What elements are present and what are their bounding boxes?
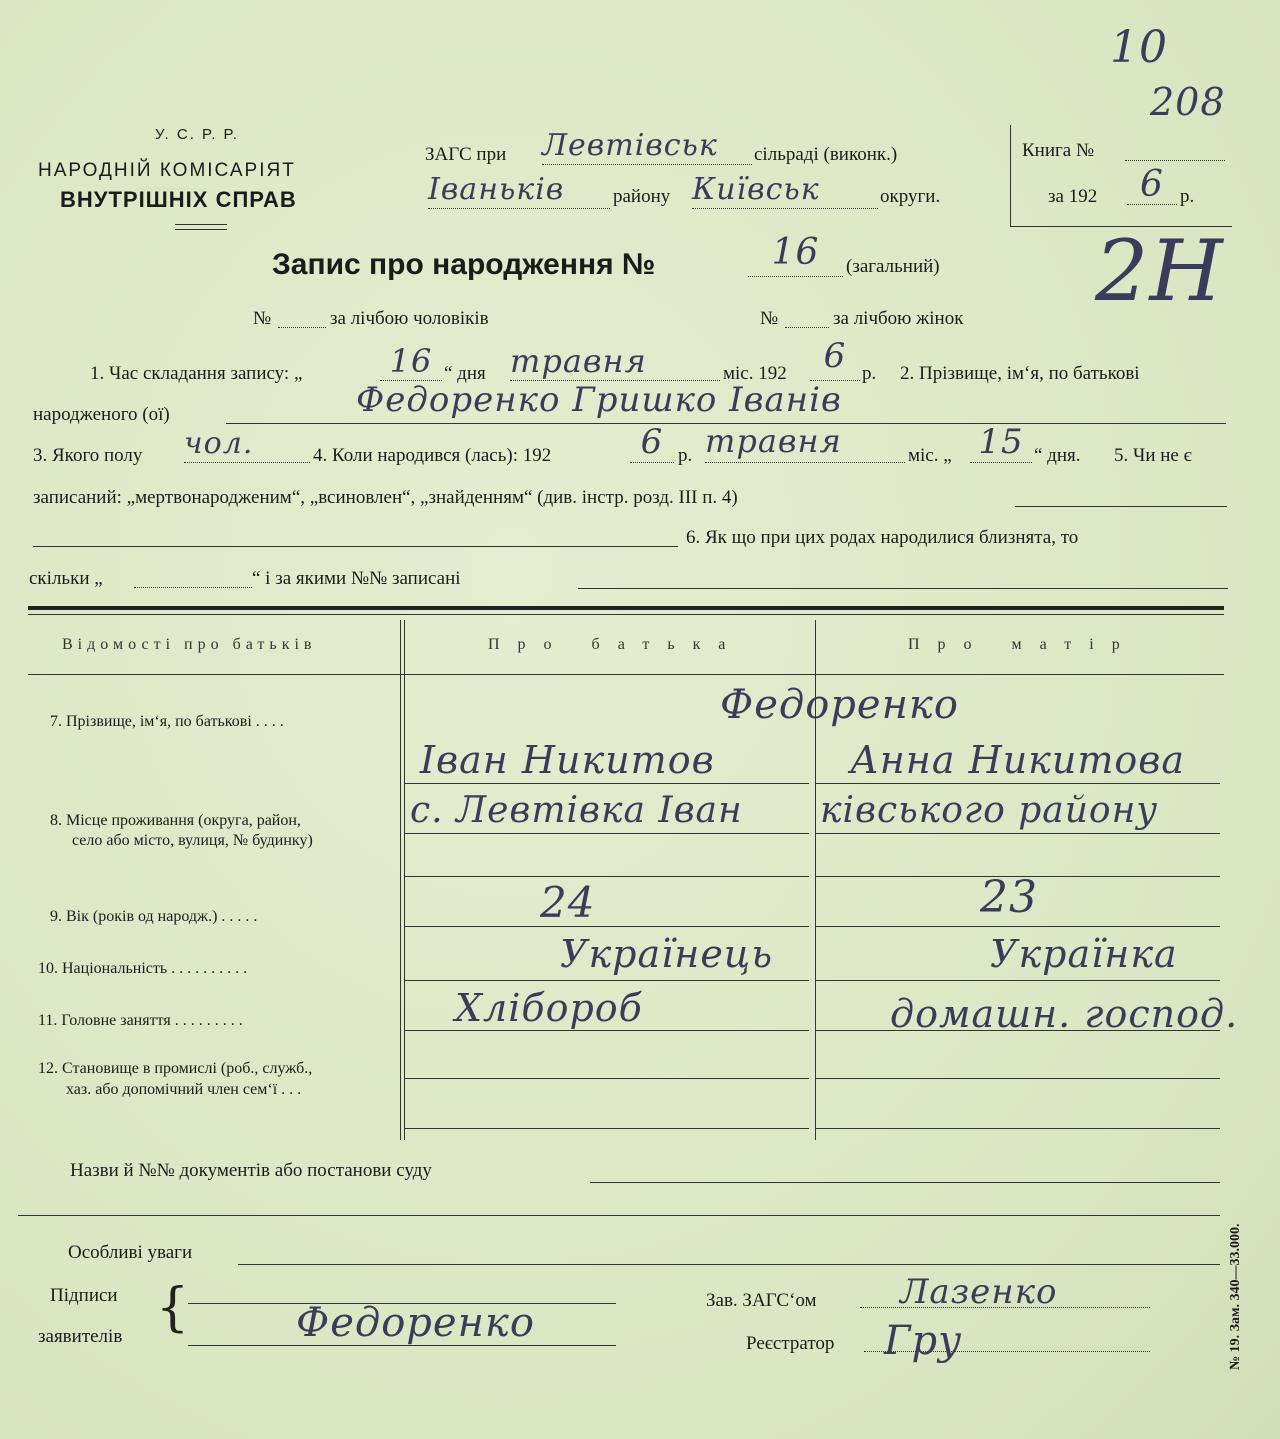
f6-text: 6. Як що при цих родах народилися близнята, то — [686, 527, 1079, 548]
f1-r: р. — [862, 363, 877, 384]
row-line-mother-5 — [815, 980, 1220, 981]
header-rule-2 — [175, 229, 227, 230]
district-label: району — [613, 186, 671, 207]
women-count-field — [785, 309, 829, 328]
village-field: Левтівськ — [542, 128, 752, 165]
row-line-mother-4 — [815, 926, 1220, 927]
row-label-8a: 8. Місце проживання (округа, район, — [50, 812, 301, 829]
women-count-label: за лічбою жінок — [833, 308, 964, 329]
mother-age: 23 — [980, 872, 1038, 923]
documents-field-cont — [18, 1215, 1220, 1216]
born-label: народженого (ої) — [33, 404, 170, 425]
f5-start: 5. Чи не є — [1114, 445, 1192, 466]
applicants-label: заявителів — [38, 1326, 123, 1347]
zags-prefix: ЗАГС при — [425, 144, 507, 165]
row-label-9: 9. Вік (років од народж.) . . . . . — [50, 908, 258, 925]
birth-month-field: травня — [705, 422, 905, 463]
row-line-father-5 — [404, 980, 809, 981]
men-count-field — [278, 309, 326, 328]
f3-label: 3. Якого полу — [33, 445, 143, 466]
f3-dnya: “ дня. — [1034, 445, 1081, 466]
book-box-bottom — [1010, 226, 1232, 227]
book-year-prefix: за 192 — [1048, 186, 1098, 207]
men-no: № — [253, 308, 272, 329]
birth-year-field: 6 — [630, 422, 674, 463]
notes-field — [238, 1244, 1220, 1265]
row-label-11: 11. Головне заняття . . . . . . . . . — [38, 1012, 243, 1029]
row-line-father-4 — [404, 926, 809, 927]
birth-day-field: 15 — [970, 422, 1032, 463]
father-age: 24 — [540, 878, 596, 927]
child-name-field: Федоренко Гришко Іванів — [226, 380, 1226, 424]
f1-label: 1. Час складання запису: „ — [90, 363, 303, 384]
row-label-7: 7. Прізвище, ім‘я, по батькові . . . . — [50, 713, 284, 730]
women-no: № — [760, 308, 779, 329]
mother-occupation: домашн. господ. — [890, 992, 1239, 1036]
row-label-12a: 12. Становище в промислі (роб., служб., — [38, 1060, 313, 1077]
header-rule — [175, 224, 227, 225]
signatures-label: Підписи — [50, 1285, 118, 1306]
row-label-10: 10. Національність . . . . . . . . . . — [38, 960, 248, 977]
row-label-8b: село або місто, вулиця, № будинку) — [72, 832, 313, 849]
print-order-number: № 19. Зам. 340—33.000. — [1228, 1223, 1243, 1370]
book-box-border — [1010, 125, 1011, 227]
f5-text: записаний: „мертвонародженим“, „всиновлен“, „знайденням“ (див. інстр. розд. III п. 4) — [33, 487, 738, 508]
notes-label: Особливі уваги — [68, 1242, 193, 1263]
page-title: Запис про народження № — [272, 248, 656, 281]
row-line-father-8 — [404, 1128, 809, 1129]
applicant-signature: Федоренко — [296, 1300, 535, 1346]
f6-zapis: “ і за якими №№ записані — [252, 568, 461, 589]
father-name: Іван Никитов — [420, 738, 715, 782]
f3-mis: міс. „ — [908, 445, 952, 466]
head-signature: Лазенко — [860, 1272, 1150, 1308]
f5-field — [1015, 486, 1227, 507]
col-divider-1b — [404, 620, 405, 1140]
sex-field: чол. — [184, 426, 310, 463]
f4-label: 4. Коли народився (лась): 192 — [313, 445, 552, 466]
mother-nationality: Українка — [990, 932, 1178, 976]
ussr-label: У. С. Р. Р. — [155, 126, 239, 143]
row-line-father-2 — [404, 833, 809, 834]
f1-dnya: “ дня — [444, 363, 486, 384]
corner-mark-top: 10 — [1110, 22, 1168, 73]
title-suffix: (загальний) — [846, 256, 940, 277]
okrug-label: округи. — [880, 186, 941, 207]
district-field: Іваньків — [428, 172, 610, 209]
row-line-mother-8 — [815, 1128, 1220, 1129]
book-number-field — [1125, 140, 1225, 161]
commissariat-label: НАРОДНІЙ КОМІСАРІЯТ — [38, 160, 296, 181]
f6-skilky: скільки „ — [29, 568, 103, 589]
department-label: ВНУТРІШНІХ СПРАВ — [60, 187, 297, 212]
father-occupation: Хлібороб — [455, 986, 643, 1030]
col-divider-1 — [400, 620, 401, 1140]
record-day-field: 16 — [380, 342, 442, 381]
father-residence: с. Левтівка Іван — [410, 790, 743, 831]
row-line-mother-1 — [815, 783, 1220, 784]
f5-field-cont — [33, 526, 678, 547]
row-line-mother-7 — [815, 1078, 1220, 1079]
corner-mark-big: 2Н — [1095, 222, 1224, 320]
row-line-mother-2 — [815, 833, 1220, 834]
men-count-label: за лічбою чоловіків — [330, 308, 489, 329]
col-header-info: Відомості про батьків — [62, 636, 317, 653]
f1-mis: міс. 192 — [723, 363, 787, 384]
book-label: Книга № — [1022, 140, 1095, 161]
record-number-field: 16 — [748, 232, 843, 277]
row-line-father-1 — [404, 783, 809, 784]
father-nationality: Українець — [560, 932, 774, 976]
documents-label: Назви й №№ документів або постанови суду — [70, 1160, 432, 1181]
row-label-12b: хаз. або допомічний член сем‘ї . . . — [66, 1081, 302, 1098]
header-bottom-rule — [28, 674, 1224, 675]
section-divider — [28, 606, 1224, 610]
surname-shared: Федоренко — [720, 682, 959, 728]
book-year-suffix: р. — [1180, 186, 1195, 207]
mother-name: Анна Никитова — [850, 738, 1186, 782]
f3-r: р. — [678, 445, 693, 466]
row-line-father-7 — [404, 1078, 809, 1079]
registrar-signature: Гру — [864, 1318, 1150, 1352]
f2-label: 2. Прізвище, ім‘я, по батькові — [900, 363, 1140, 384]
mother-residence: ківського району — [820, 790, 1159, 831]
section-divider-thin — [28, 614, 1224, 615]
signatures-brace: { — [156, 1278, 190, 1338]
okrug-field: Київськ — [692, 172, 878, 209]
book-year-field: 6 — [1127, 164, 1177, 205]
twins-numbers-field — [578, 568, 1228, 589]
corner-mark-number: 208 — [1150, 80, 1226, 124]
head-label: Зав. ЗАГС‘ом — [706, 1290, 817, 1311]
col-header-father: Про батька — [488, 636, 744, 653]
documents-field — [590, 1162, 1220, 1183]
row-line-father-6 — [404, 1030, 809, 1031]
record-year-field: 6 — [810, 336, 860, 381]
zags-suffix: сільраді (виконк.) — [754, 144, 898, 165]
col-header-mother: Про матір — [908, 636, 1138, 653]
row-line-father-3 — [404, 876, 809, 877]
registrar-label: Реєстратор — [746, 1333, 835, 1354]
twins-count-field — [134, 569, 252, 588]
record-month-field: травня — [510, 342, 720, 381]
